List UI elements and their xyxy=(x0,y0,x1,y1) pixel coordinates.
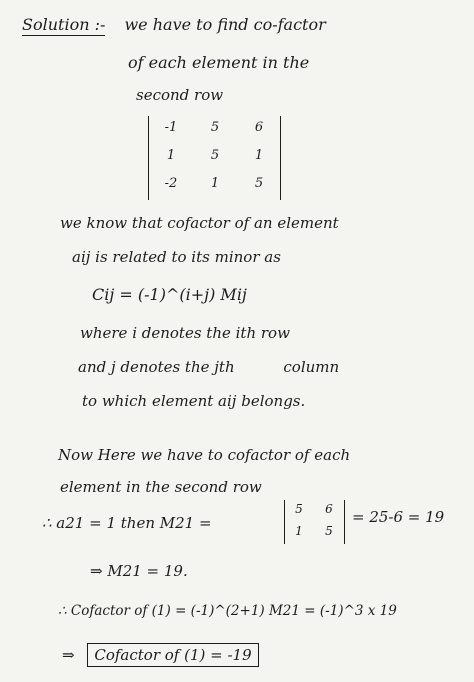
line-1-text: we have to find co-factor xyxy=(124,15,326,34)
line-8 xyxy=(78,358,339,376)
line-4: we know that cofactor of an element xyxy=(60,214,339,232)
minor-right-bar xyxy=(344,500,345,544)
solution-heading-line xyxy=(22,16,326,34)
line-11: element in the second row xyxy=(60,478,262,496)
determinant-3x3 xyxy=(148,116,284,200)
minor-determinant-2x2 xyxy=(284,500,348,544)
det-right-bar xyxy=(280,116,281,200)
det-cell: 1 xyxy=(166,148,176,163)
line-8-part-a: and j denotes the jth xyxy=(78,358,235,376)
line-10: Now Here we have to cofactor of each xyxy=(58,446,351,464)
minor-cell: 1 xyxy=(295,524,303,538)
line-15 xyxy=(62,646,259,664)
line-12-result: = 25-6 = 19 xyxy=(352,508,445,526)
det-cell: 1 xyxy=(254,148,264,163)
minor-cell: 6 xyxy=(325,502,333,516)
det-cell: 5 xyxy=(210,148,220,163)
solution-label: Solution :- xyxy=(22,15,106,34)
det-cell: 1 xyxy=(210,176,220,191)
det-left-bar xyxy=(148,116,149,200)
line-2: of each element in the xyxy=(128,53,310,72)
det-cell: 6 xyxy=(254,120,264,135)
line-14: ∴ Cofactor of (1) = (-1)^(2+1) M21 = (-1)^3 x 19 xyxy=(58,603,397,619)
det-cell: 5 xyxy=(210,120,220,135)
line-8-part-b: column xyxy=(283,358,340,376)
det-cell: -1 xyxy=(164,120,178,135)
implies-symbol: ⇒ xyxy=(62,646,75,664)
line-5: aij is related to its minor as xyxy=(72,248,281,266)
minor-cell: 5 xyxy=(295,502,303,516)
det-cell: 5 xyxy=(254,176,264,191)
final-answer-box: Cofactor of (1) = -19 xyxy=(87,643,258,667)
det-cell: -2 xyxy=(164,176,178,191)
line-12-part-a: ∴ a21 = 1 then M21 = xyxy=(42,514,212,532)
minor-cell: 5 xyxy=(325,524,333,538)
line-7: where i denotes the ith row xyxy=(80,324,290,342)
formula-text: Cij = (-1)^(i+j) Mij xyxy=(92,285,247,304)
line-3: second row xyxy=(136,86,224,104)
line-13: ⇒ M21 = 19. xyxy=(90,562,188,580)
line-9: to which element aij belongs. xyxy=(82,392,306,410)
line-12 xyxy=(42,514,212,532)
cofactor-formula xyxy=(92,286,247,304)
